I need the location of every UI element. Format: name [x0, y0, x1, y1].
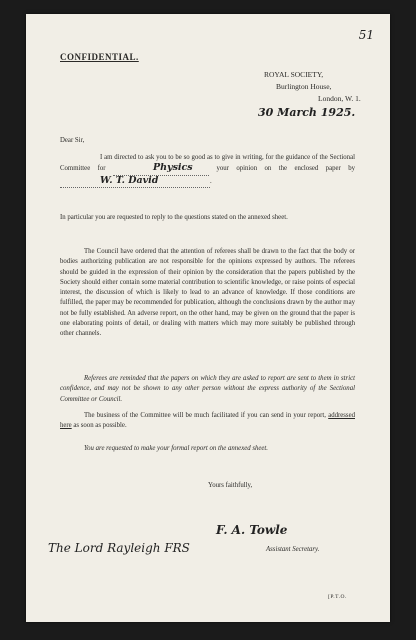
letterhead: [264, 69, 361, 105]
request-text-c: .: [210, 177, 212, 185]
letter-sheet: [26, 14, 390, 622]
handwritten-date: 30 March 1925.: [258, 106, 356, 119]
request-text-a: I am directed to ask you to be so good as to give in writing, for the guidance of the Sectional Committee for: [60, 154, 355, 173]
org-address-2: London, W. 1.: [318, 94, 361, 103]
org-address-1: Burlington House,: [276, 82, 332, 91]
author-blank: [60, 176, 210, 188]
folio-number: 51: [358, 28, 374, 42]
author-handwritten: W. T. David: [100, 174, 159, 186]
paragraph-request: [60, 153, 355, 188]
paragraph-council: The Council have ordered that the attention of referees shall be drawn to the fact that the body or bodies authorizing publication are not responsible for the opinions expressed by authors. The referees should be guided in the expression of their opinion by the consideration that the papers published by the Society should either contain some material contribution to scientific knowledge, or raise points of especial interest, the discussion of which is likely to lead to an advance of knowledge. If those conditions are fulfilled, the paper may be recommended for publication, although the conclusions drawn by the author may not be fully established. An adverse report, on the other hand, may be given on the ground that the paper is one elaborating points of detail, or dealing with matters which may more suitably be published through other channels.: [60, 248, 355, 338]
signature: F. A. Towle: [216, 523, 288, 537]
paragraph-formal-report: You are requested to make your formal report on the annexed sheet.: [84, 445, 268, 452]
paragraph-confidence: Referees are reminded that the papers on which they are asked to report are sent to them in strict confidence, and may not be shown to any other person without the express authority of the Sectional Committee or Council.: [60, 375, 355, 403]
signatory-role: Assistant Secretary.: [266, 546, 320, 553]
business-text-b: as soon as possible.: [73, 422, 127, 430]
addressed-here: addressed here: [60, 412, 355, 430]
please-turn-over: [P.T.O.: [328, 594, 347, 600]
paragraph-particular: In particular you are requested to reply to the questions stated on the annexed sheet.: [60, 214, 288, 221]
paragraph-business: [60, 411, 355, 432]
salutation: Dear Sir,: [60, 137, 85, 144]
committee-handwritten: Physics: [153, 162, 193, 174]
yours-faithfully: Yours faithfully,: [208, 482, 253, 489]
org-name: ROYAL SOCIETY,: [264, 70, 324, 79]
confidential-heading: CONFIDENTIAL.: [60, 52, 139, 62]
request-text-b: your opinion on the enclosed paper by: [216, 165, 355, 173]
business-text-a: The business of the Committee will be much facilitated if you can send in your report,: [84, 412, 326, 419]
handwritten-addressee: The Lord Rayleigh FRS: [48, 541, 190, 555]
